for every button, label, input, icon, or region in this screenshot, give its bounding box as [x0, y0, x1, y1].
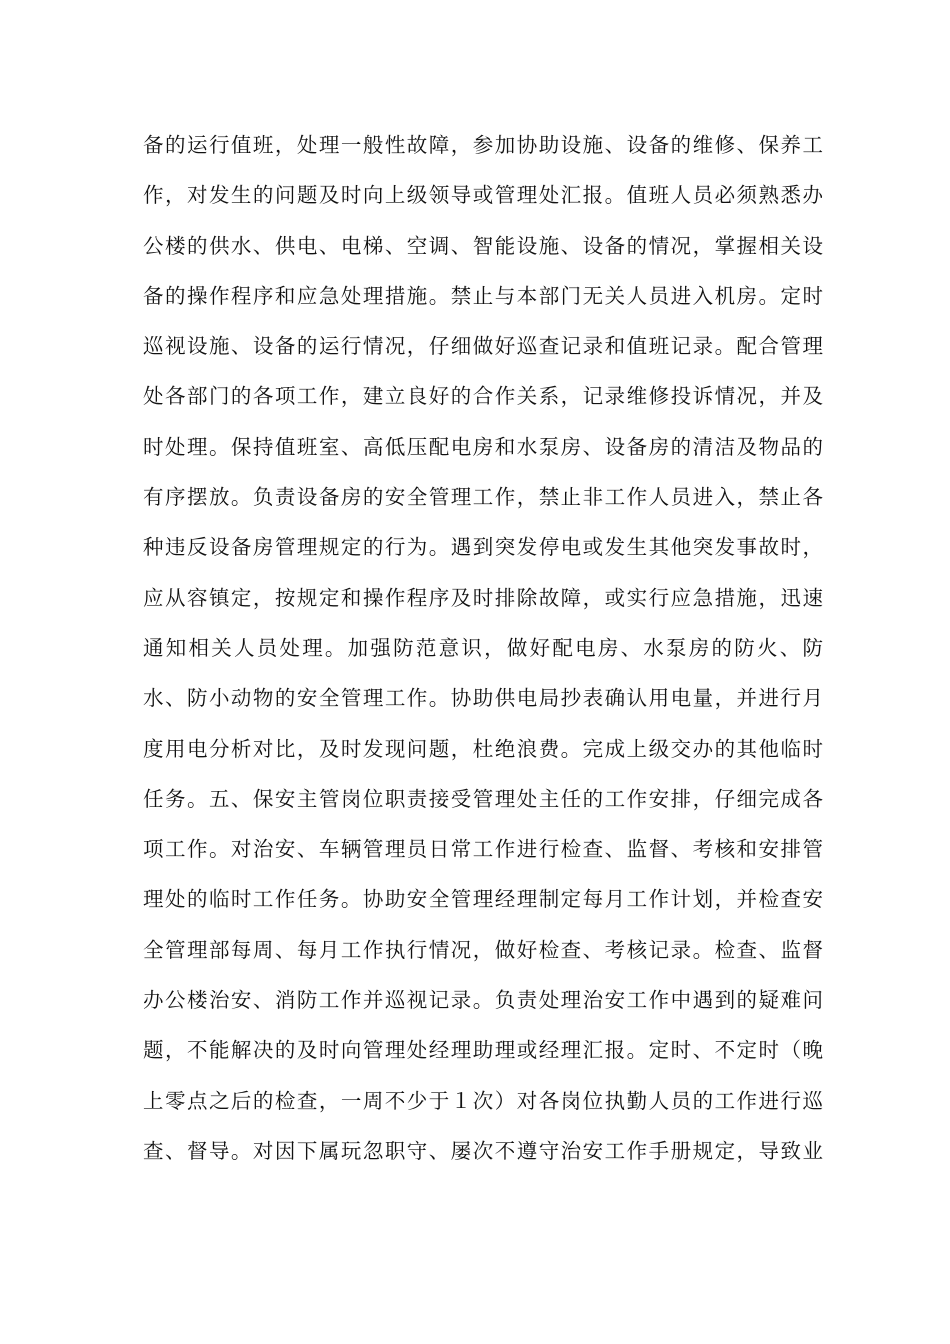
text-line: 有序摆放。负责设备房的安全管理工作，禁止非工作人员进入，禁止各: [143, 485, 823, 510]
text-line: 作，对发生的问题及时向上级领导或管理处汇报。值班人员必须熟悉办: [143, 183, 823, 208]
text-line: 处各部门的各项工作，建立良好的合作关系，记录维修投诉情况，并及: [143, 384, 823, 409]
text-line: 公楼的供水、供电、电梯、空调、智能设施、设备的情况，掌握相关设: [143, 233, 823, 258]
text-line: 通知相关人员处理。加强防范意识，做好配电房、水泵房的防火、防: [143, 635, 823, 660]
text-line: 种违反设备房管理规定的行为。遇到突发停电或发生其他突发事故时，: [143, 535, 823, 560]
text-line: 度用电分析对比，及时发现问题，杜绝浪费。完成上级交办的其他临时: [143, 736, 823, 761]
text-line: 备的运行值班，处理一般性故障，参加协助设施、设备的维修、保养工: [143, 133, 823, 157]
text-line: 办公楼治安、消防工作并巡视记录。负责处理治安工作中遇到的疑难问: [143, 988, 823, 1013]
text-line: 任务。五、保安主管岗位职责接受管理处主任的工作安排，仔细完成各: [143, 786, 823, 811]
body-text: [143, 120, 823, 1176]
text-line: 题，不能解决的及时向管理处经理助理或经理汇报。定时、不定时（晚: [143, 1038, 823, 1063]
text-line: 项工作。对治安、车辆管理员日常工作进行检查、监督、考核和安排管: [143, 837, 823, 862]
text-line: 巡视设施、设备的运行情况，仔细做好巡查记录和值班记录。配合管理: [143, 334, 823, 359]
text-line: 水、防小动物的安全管理工作。协助供电局抄表确认用电量，并进行月: [143, 686, 823, 711]
text-line: 备的操作程序和应急处理措施。禁止与本部门无关人员进入机房。定时: [143, 283, 823, 308]
text-line: 理处的临时工作任务。协助安全管理经理制定每月工作计划，并检查安: [143, 887, 823, 912]
text-line: 全管理部每周、每月工作执行情况，做好检查、考核记录。检查、监督: [143, 937, 823, 962]
text-line: 应从容镇定，按规定和操作程序及时排除故障，或实行应急措施，迅速: [143, 585, 823, 610]
text-line: 查、督导。对因下属玩忽职守、屡次不遵守治安工作手册规定，导致业: [143, 1138, 823, 1163]
text-line: 时处理。保持值班室、高低压配电房和水泵房、设备房的清洁及物品的: [143, 434, 823, 459]
text-line: 上零点之后的检查，一周不少于１次）对各岗位执勤人员的工作进行巡: [143, 1088, 823, 1113]
